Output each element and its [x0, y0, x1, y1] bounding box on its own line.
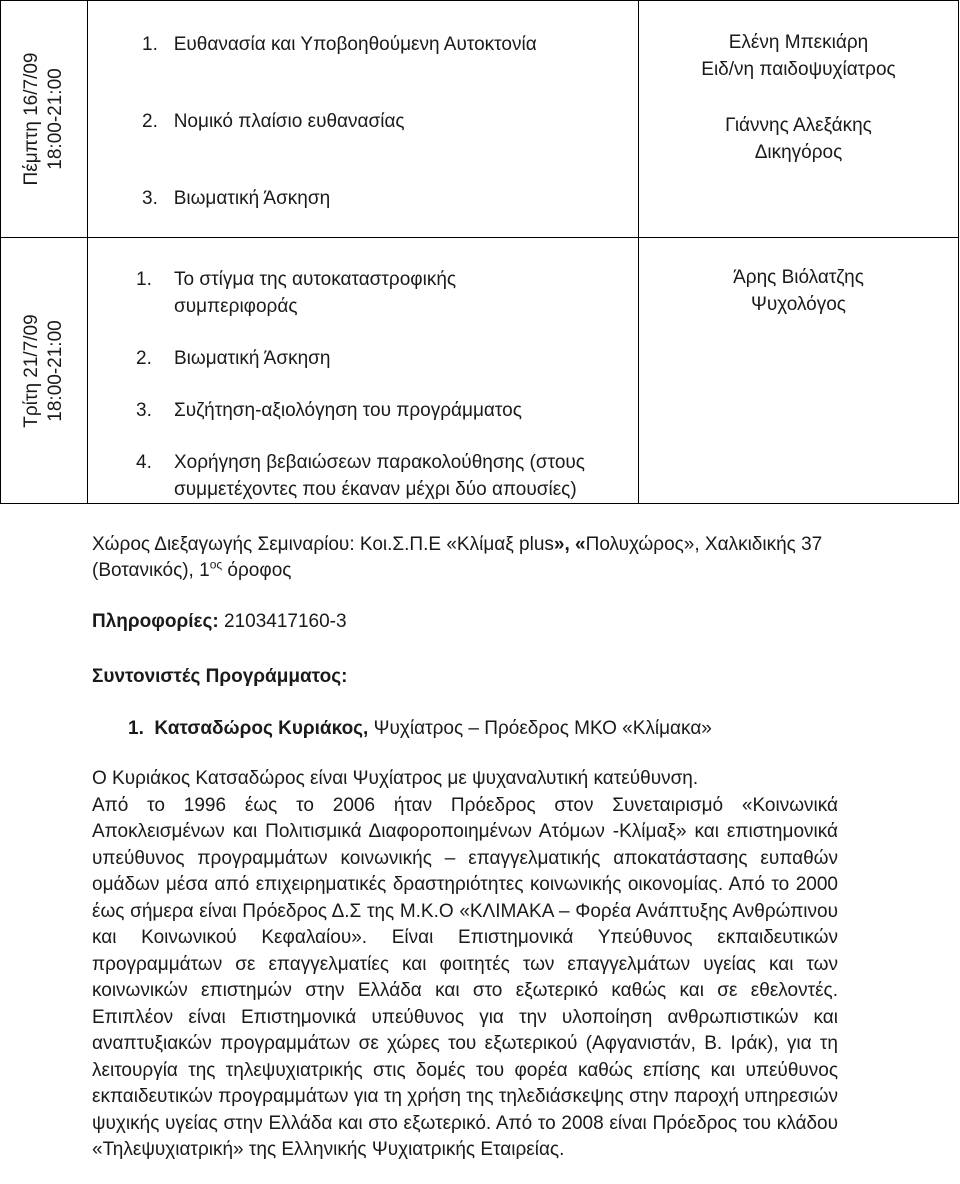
day-text: Πέμπτη 16/7/09: [21, 52, 42, 186]
coordinators-heading: Συντονιστές Προγράμματος:: [92, 666, 348, 687]
topic-text: Νομικό πλαίσιο ευθανασίας: [173, 111, 405, 132]
topic-text: Συζήτηση-αξιολόγηση του προγράμματος: [174, 400, 522, 421]
info-phone: 2103417160-3: [218, 611, 347, 632]
coordinator-desc: Ψυχίατρος – Πρόεδρος ΜΚΟ «Κλίμακα»: [368, 718, 712, 739]
topic-note: (στους συμμετέχοντες που έκαναν μέχρι δύο απουσίες): [174, 452, 585, 500]
schedule-row: [1, 238, 959, 504]
info-label: Πληροφορίες:: [92, 611, 219, 632]
topics-cell: [88, 238, 639, 504]
speaker-name: Ελένη Μπεκιάρη: [728, 32, 869, 53]
time-text: 18:00-21:00: [45, 319, 66, 422]
topic-number: 2.: [142, 111, 158, 132]
topic-number: 3.: [136, 400, 152, 421]
topic-number: 1.: [142, 34, 158, 55]
bio-intro: Ο Κυριάκος Κατσαδώρος είναι Ψυχίατρος με ψυχαναλυτική κατεύθυνση.: [92, 768, 699, 789]
topic-text: Βιωματική Άσκηση: [174, 348, 331, 369]
topic-item: [136, 31, 638, 58]
schedule-row: [1, 1, 959, 238]
speaker-role: Ειδ/νη παιδοψυχίατρος: [701, 59, 896, 80]
speaker-role: Ψυχολόγος: [751, 294, 846, 315]
venue-text: [92, 532, 838, 584]
topic-item: [136, 185, 638, 212]
topic-text: Χορήγηση βεβαιώσεων παρακολούθησης: [174, 452, 525, 473]
topic-item: [136, 345, 638, 372]
topic-text: Το στίγμα της αυτοκαταστροφικής συμπεριφοράς: [174, 269, 457, 317]
date-cell: [1, 238, 88, 504]
day-text: Τρίτη 21/7/09: [21, 313, 42, 428]
speaker-role: Δικηγόρος: [754, 142, 843, 163]
venue-part: », «: [553, 534, 586, 555]
speaker-name: Γιάννης Αλεξάκης: [725, 115, 872, 136]
topic-item: [136, 266, 638, 320]
speakers-cell: [639, 238, 959, 504]
speaker: [639, 29, 958, 83]
topic-number: 3.: [142, 188, 158, 209]
speakers-cell: [639, 1, 959, 238]
topic-item: [136, 449, 638, 503]
bio-text: Από το 1996 έως το 2006 ήταν Πρόεδρος στον Συνεταιρισμό «Κοινωνικά Αποκλεισμένων και Πολιτισμικά Διαφοροποιημένων Ατόμων -Κλίμαξ» και επιστημονικά υπεύθυνος προγραμμάτων κοινωνικής – επαγγελματικής αποκατάστασης ευπαθών ομάδων μέσα από επιχειρηματικές δραστηριότητες κοινωνικής οικονομίας. Από το 2000 έως σήμερα είναι Πρόεδρος Δ.Σ της Μ.Κ.Ο «ΚΛΙΜΑΚΑ – Φορέα Ανάπτυξης Ανθρώπινου και Κοινωνικού Κεφαλαίου». Είναι Επιστημονικά Υπεύθυνος εκπαιδευτικών προγραμμάτων σε επαγγελματίες και φοιτητές των επαγγελμάτων υγείας και των κοινωνικών επιστημών στην Ελλάδα και στο εξωτερικό καθώς και σε εθελοντές. Επιπλέον είναι Επιστημονικά υπεύθυνος για την υλοποίηση ανθρωπιστικών και αναπτυξιακών προγραμμάτων σε χώρες του εξωτερικού (Αφγανιστάν, Β. Ιράκ), για τη λειτουργία της τηλεψυχιατρικής στις δομές του φορέα καθώς επίσης και υπεύθυνος εκπαιδευτικών προγραμμάτων για τη χρήση της τηλεδιάσκεψης στην παροχή υπηρεσιών ψυχικής υγείας στην Ελλάδα και στο εξωτερικό. Από το 2008 είναι Πρόεδρος του κλάδου «Τηλεψυχιατρική» της Ελληνικής Ψυχιατρικής Εταιρείας.: [92, 794, 838, 1160]
topic-number: 4.: [136, 452, 152, 473]
topic-list: [88, 31, 638, 212]
venue-part: όροφος: [222, 560, 292, 581]
bio-paragraph: [92, 766, 838, 1164]
topic-number: 2.: [136, 348, 152, 369]
topic-list: [88, 266, 638, 503]
topic-item: [136, 108, 638, 135]
topic-text: Βιωματική Άσκηση: [173, 188, 331, 209]
venue-superscript: ος: [209, 557, 223, 572]
time-text: 18:00-21:00: [45, 68, 66, 170]
date-label: [20, 314, 68, 427]
coordinator-item: [92, 716, 838, 742]
topic-text: Ευθανασία και Υποβοηθούμενη Αυτοκτονία: [173, 34, 537, 55]
speaker: [639, 112, 958, 166]
speaker-name: Άρης Βιόλατζης: [733, 267, 864, 288]
coordinator-number: 1.: [128, 718, 144, 739]
topic-item: [136, 397, 638, 424]
venue-part: Πολυχώρος», Χαλκιδικής 37 (Βοτανικός), 1: [92, 534, 823, 581]
venue-part: Χώρος Διεξαγωγής Σεμιναρίου: Κοι.Σ.Π.Ε «Κλίμαξ plus: [92, 534, 554, 555]
date-cell: [1, 1, 88, 238]
coordinator-name: Κατσαδώρος Κυριάκος,: [154, 718, 369, 739]
coordinators-list: [92, 716, 838, 742]
info-line: [92, 609, 838, 635]
speaker: [639, 264, 958, 318]
schedule-table: [0, 0, 959, 504]
date-label: [20, 53, 68, 186]
topics-cell: [88, 1, 639, 238]
topic-number: 1.: [136, 269, 152, 290]
